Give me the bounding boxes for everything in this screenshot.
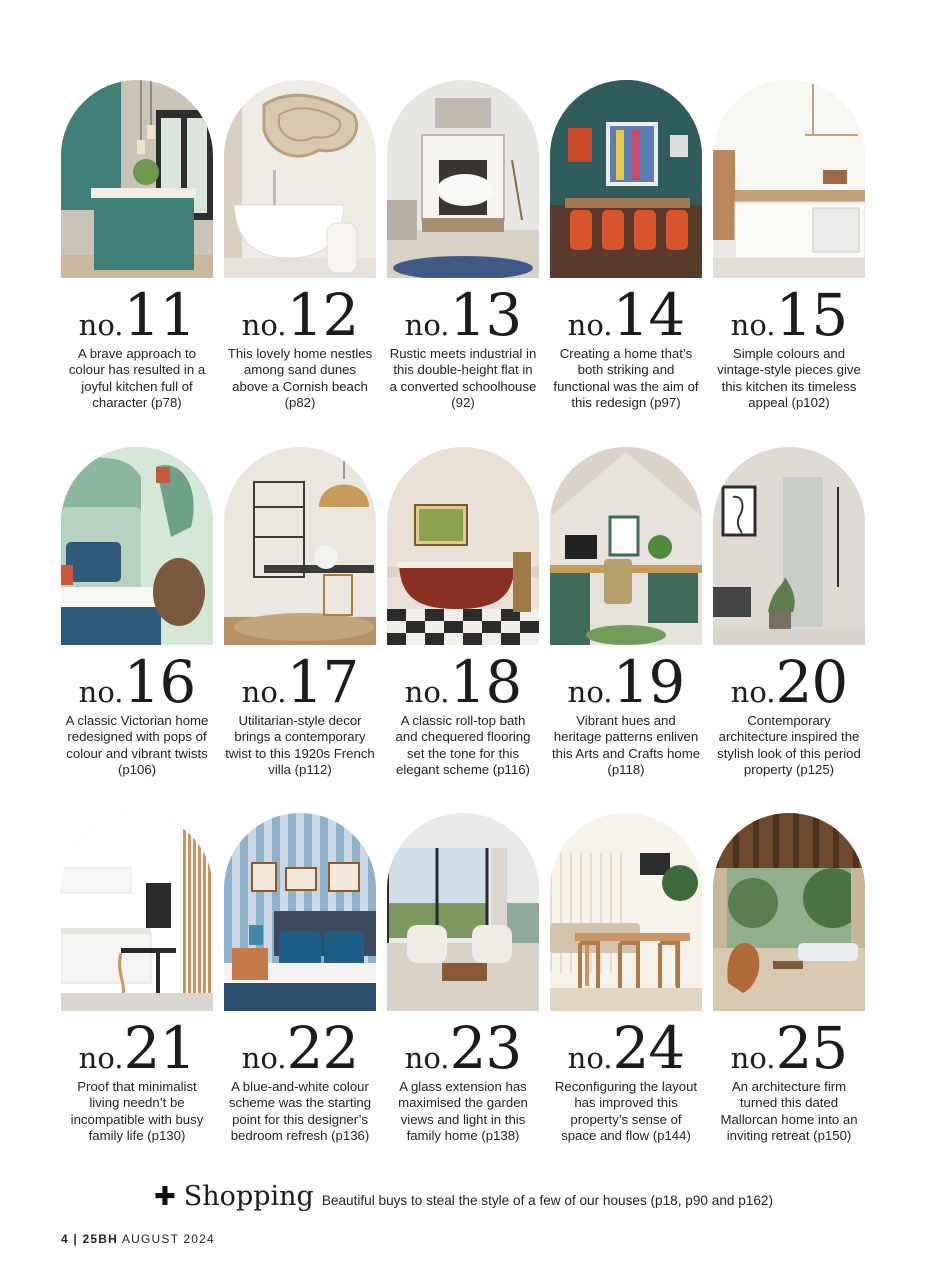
feature-description: A blue-and-white colour scheme was the starting point for this designer’s bedroom refresh (p136) [228, 1079, 372, 1143]
feature-description: Reconfiguring the layout has improved this property’s sense of space and flow (p144) [554, 1079, 698, 1143]
feature-description: A brave approach to colour has resulted in a joyful kitchen full of character (p78) [68, 346, 206, 410]
feature-number-value: 21 [123, 1014, 196, 1082]
feature-card[interactable] [224, 813, 376, 1144]
feature-photo [713, 80, 865, 278]
feature-description: Creating a home that’s both striking and functional was the aim of this redesign (p97) [553, 346, 699, 410]
feature-card[interactable] [713, 813, 865, 1144]
plus-icon: ✚ [154, 1182, 176, 1212]
feature-number-prefix: no. [78, 675, 124, 709]
feature-number-value: 17 [286, 648, 359, 716]
feature-number [550, 648, 702, 716]
feature-photo [224, 447, 376, 645]
feature-number-prefix: no. [241, 308, 287, 342]
feature-row [61, 813, 866, 1163]
feature-description: Rustic meets industrial in this double-height flat in a converted schoolhouse (92) [389, 346, 537, 410]
page-footer [61, 1232, 215, 1246]
feature-number-value: 16 [123, 648, 196, 716]
feature-number-value: 14 [612, 281, 685, 349]
feature-card[interactable] [387, 813, 539, 1144]
feature-photo [61, 447, 213, 645]
feature-photo [550, 80, 702, 278]
feature-description: This lovely home nestles among sand dunes above a Cornish beach (p82) [227, 346, 373, 410]
feature-number-prefix: no. [78, 1041, 124, 1075]
feature-number [61, 281, 213, 349]
feature-card[interactable] [387, 80, 539, 411]
feature-number-prefix: no. [567, 308, 613, 342]
feature-number-prefix: no. [78, 308, 124, 342]
feature-number [224, 648, 376, 716]
feature-photo [550, 447, 702, 645]
feature-description: A classic roll-top bath and chequered flooring set the tone for this elegant scheme (p116) [395, 713, 531, 777]
feature-number-prefix: no. [730, 1041, 776, 1075]
feature-card[interactable] [550, 813, 702, 1144]
feature-number-value: 15 [775, 281, 848, 349]
feature-number [387, 1014, 539, 1082]
feature-description: Vibrant hues and heritage patterns enliven this Arts and Crafts home (p118) [551, 713, 701, 777]
feature-number [713, 1014, 865, 1082]
feature-card[interactable] [713, 447, 865, 778]
feature-number-value: 22 [286, 1014, 359, 1082]
feature-description: Utilitarian-style decor brings a contemporary twist to this 1920s French villa (p112) [225, 713, 375, 777]
feature-number [550, 1014, 702, 1082]
feature-number-value: 19 [612, 648, 685, 716]
feature-number-value: 24 [612, 1014, 685, 1082]
feature-photo [713, 813, 865, 1011]
feature-description: Proof that minimalist living needn’t be incompatible with busy family life (p130) [70, 1079, 204, 1143]
feature-number [224, 281, 376, 349]
feature-number-value: 12 [286, 281, 359, 349]
feature-number [224, 1014, 376, 1082]
feature-card[interactable] [550, 447, 702, 778]
feature-card[interactable] [224, 80, 376, 411]
feature-number-value: 13 [449, 281, 522, 349]
feature-card[interactable] [550, 80, 702, 411]
feature-description: Contemporary architecture inspired the stylish look of this period property (p125) [717, 713, 861, 777]
feature-photo [61, 813, 213, 1011]
issue-date: AUGUST 2024 [121, 1232, 215, 1246]
feature-number [713, 648, 865, 716]
feature-photo [224, 80, 376, 278]
feature-card[interactable] [387, 447, 539, 778]
footer-separator: | [73, 1232, 78, 1246]
feature-number [713, 281, 865, 349]
feature-photo [61, 80, 213, 278]
feature-number [61, 1014, 213, 1082]
feature-number-prefix: no. [730, 675, 776, 709]
feature-card[interactable] [61, 80, 213, 411]
feature-number-value: 25 [775, 1014, 848, 1082]
feature-number-prefix: no. [404, 675, 450, 709]
feature-number-prefix: no. [567, 675, 613, 709]
feature-card[interactable] [61, 813, 213, 1144]
feature-photo [387, 813, 539, 1011]
feature-number [61, 648, 213, 716]
feature-description: Simple colours and vintage-style pieces give this kitchen its timeless appeal (p102) [717, 346, 861, 410]
feature-photo [387, 80, 539, 278]
feature-card[interactable] [61, 447, 213, 778]
feature-number-prefix: no. [404, 1041, 450, 1075]
feature-row [61, 447, 866, 797]
feature-photo [387, 447, 539, 645]
feature-number-prefix: no. [241, 1041, 287, 1075]
feature-photo [550, 813, 702, 1011]
feature-photo [713, 447, 865, 645]
shopping-description: Beautiful buys to steal the style of a few of our houses (p18, p90 and p162) [321, 1193, 773, 1208]
feature-number-value: 20 [775, 648, 848, 716]
feature-card[interactable] [713, 80, 865, 411]
shopping-feature [154, 1181, 773, 1212]
feature-number-value: 18 [449, 648, 522, 716]
feature-description: An architecture firm turned this dated Mallorcan home into an inviting retreat (p150) [720, 1079, 858, 1143]
feature-row [61, 80, 866, 430]
feature-number-prefix: no. [241, 675, 287, 709]
feature-description: A glass extension has maximised the garden views and light in this family home (p138) [398, 1079, 528, 1143]
feature-number-value: 11 [123, 281, 196, 349]
feature-number-value: 23 [449, 1014, 522, 1082]
page-number: 4 [61, 1232, 69, 1246]
feature-description: A classic Victorian home redesigned with pops of colour and vibrant twists (p106) [65, 713, 209, 777]
feature-number [387, 281, 539, 349]
magazine-name: 25BH [82, 1232, 119, 1246]
feature-card[interactable] [224, 447, 376, 778]
feature-number-prefix: no. [567, 1041, 613, 1075]
feature-photo [224, 813, 376, 1011]
feature-number [387, 648, 539, 716]
feature-number-prefix: no. [404, 308, 450, 342]
feature-number [550, 281, 702, 349]
feature-number-prefix: no. [730, 308, 776, 342]
shopping-title: Shopping [183, 1181, 314, 1212]
